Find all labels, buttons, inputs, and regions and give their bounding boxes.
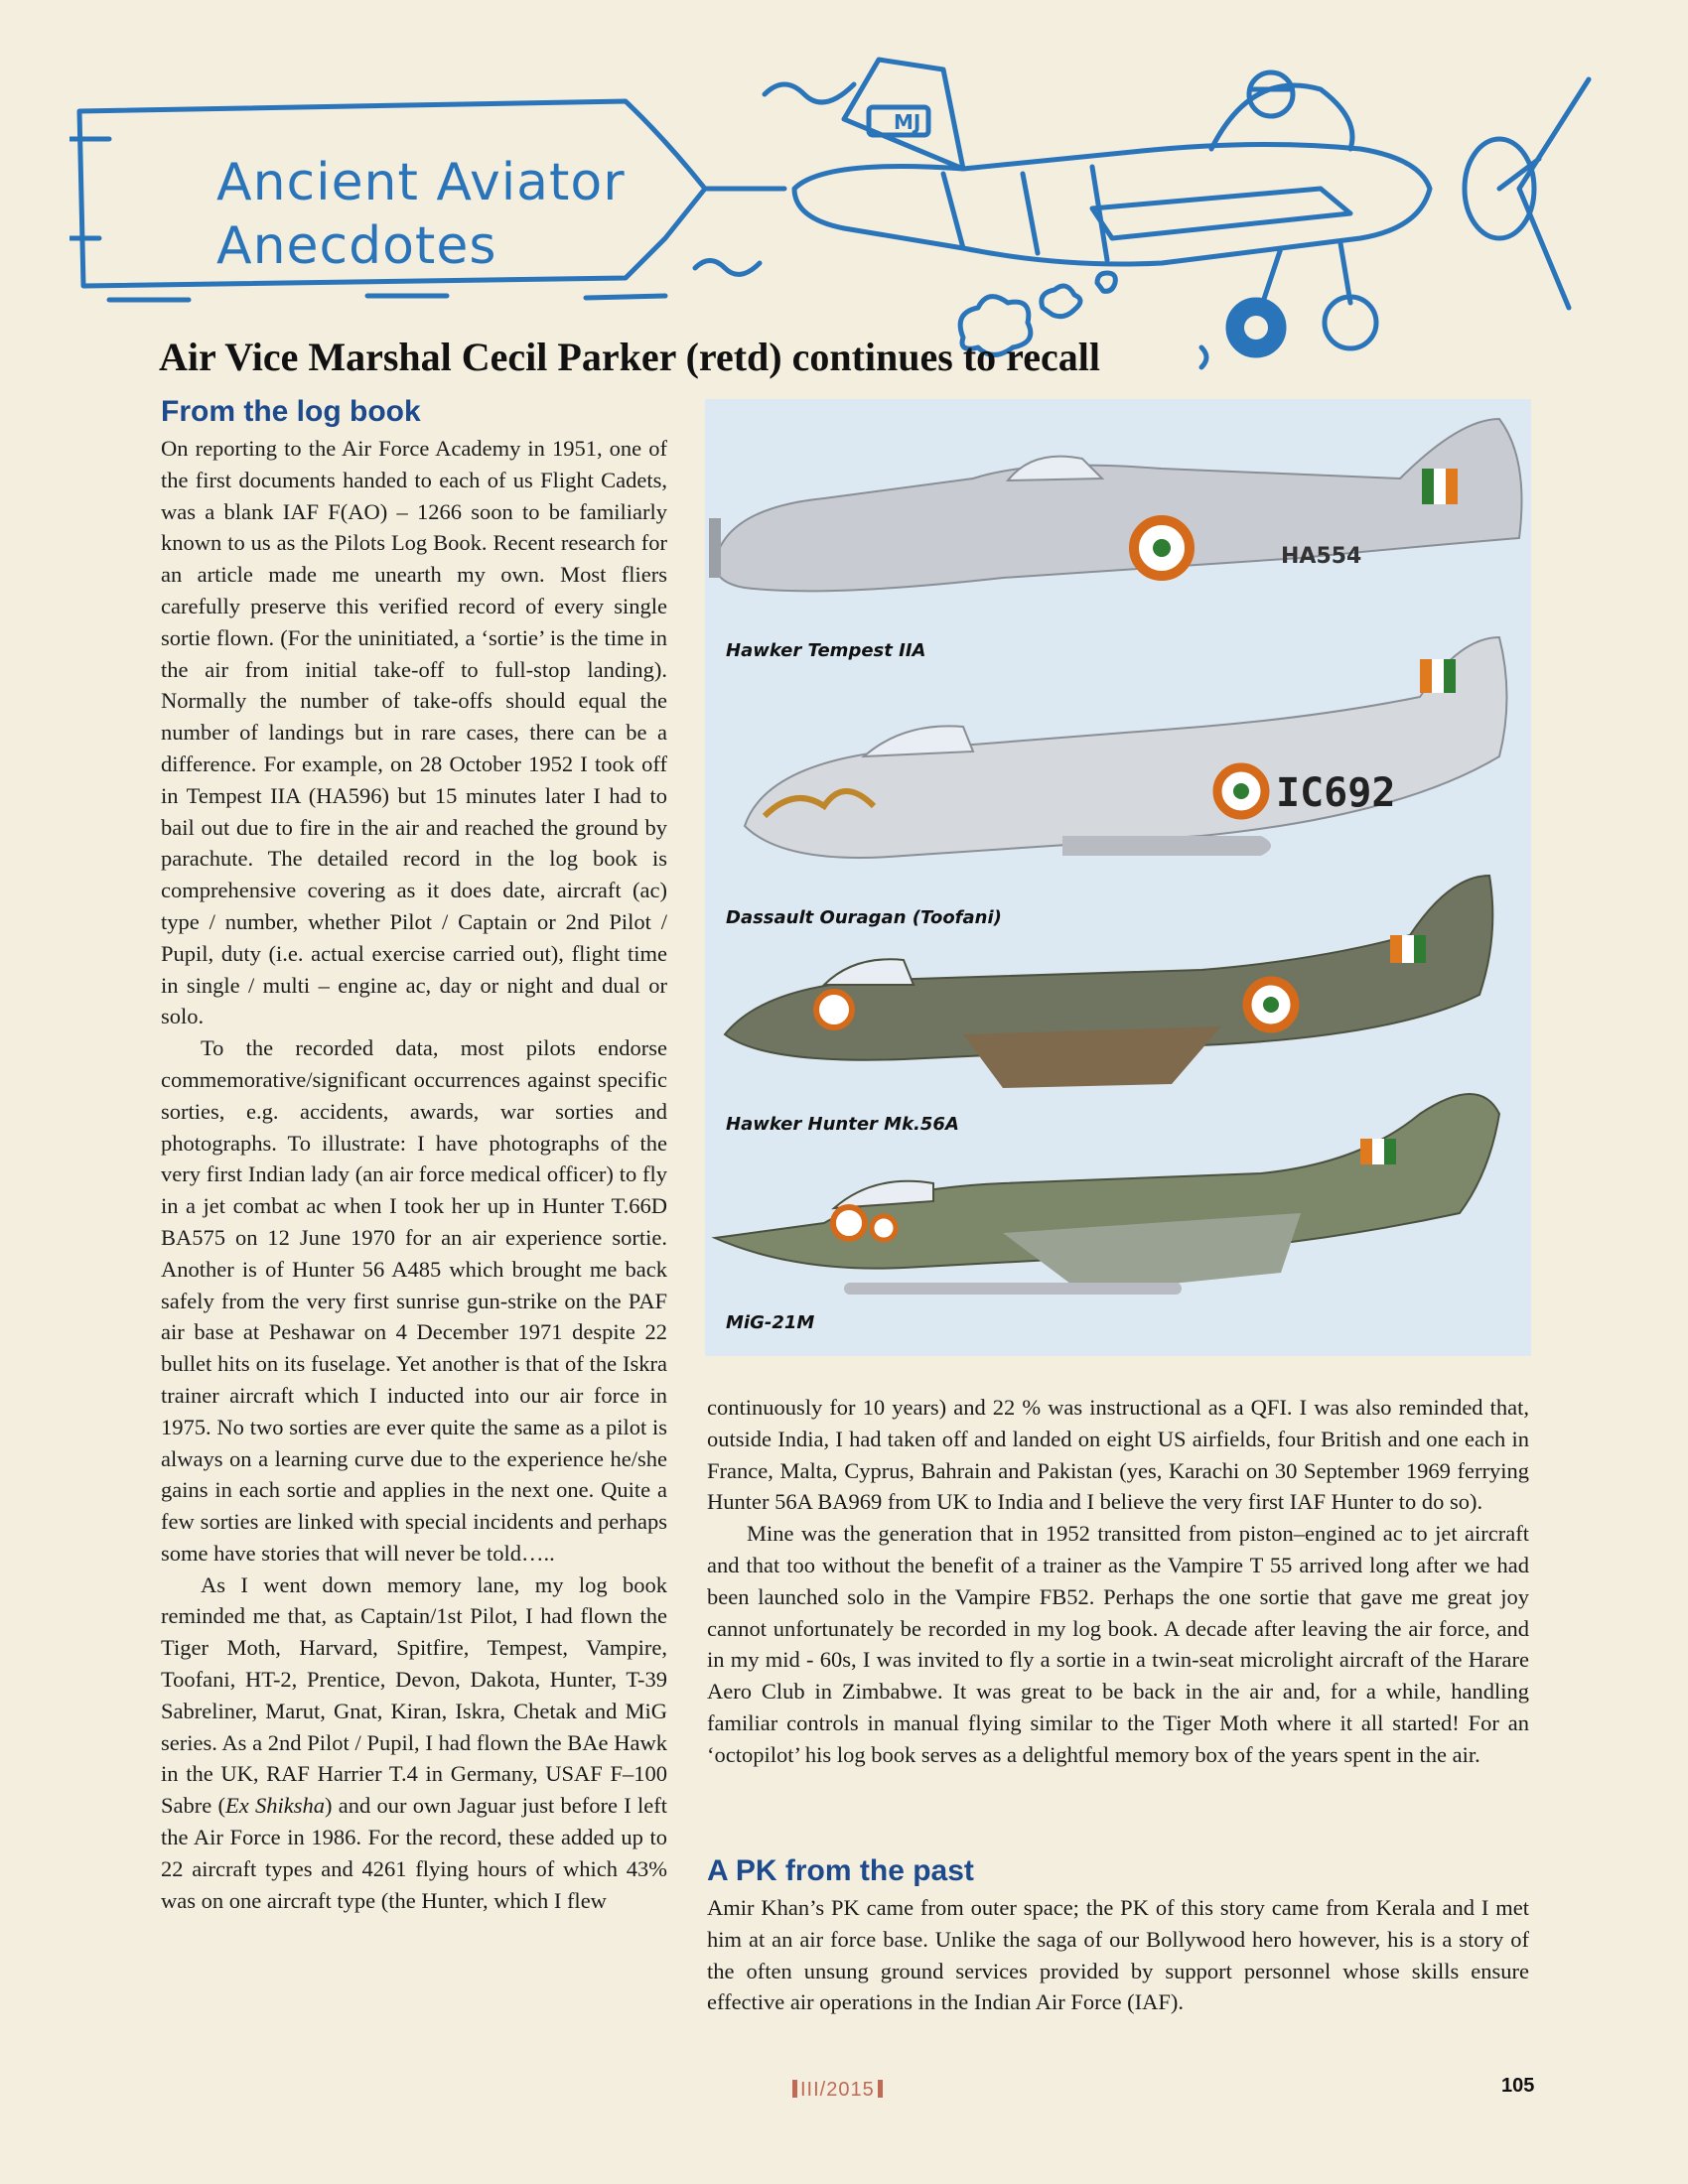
banner-cartoon: [70, 40, 1609, 377]
text-run: ) and our own Jaguar just before I left the Air Force in 1986. For the record, these added up to 22 aircraft types and 4261 flying hours of which 43% was on one aircraft type (the Hunter, which I flew: [161, 1793, 667, 1913]
text-run: As I went down memory lane, my log book reminded me that, as Captain/1st Pilot, I had flown the Tiger Moth, Harvard, Spitfire, Tempest, Vampire, Toofani, HT-2, Prentice, Devon, Dakota, Hunter, T-39 Sabreliner, Marut, Gnat, Kiran, Iskra, Chetak and MiG series. As a 2nd Pilot / Pupil, I had flown the BAe Hawk in the UK, RAF Harrier T.4 in Germany, USAF F–100 Sabre (: [161, 1571, 667, 1819]
pk-column: [707, 1892, 1529, 2018]
serial-label: IC692: [1276, 770, 1396, 816]
banner-title-line2: Anecdotes: [216, 216, 497, 276]
section-heading-pk: A PK from the past: [707, 1854, 974, 1887]
aircraft-figure: [705, 399, 1531, 1356]
article-headline: Air Vice Marshal Cecil Parker (retd) continues to recall: [159, 335, 1100, 379]
banner-title: [216, 151, 626, 278]
left-column: [161, 433, 667, 1916]
issue-text: III/2015: [800, 2079, 875, 2101]
aircraft-caption: Hawker Tempest IIA: [726, 640, 926, 661]
footer-bar: [878, 2080, 883, 2098]
italic-text-run: Ex Shiksha: [225, 1793, 325, 1819]
footer-bar: [792, 2080, 797, 2098]
plane-marking: MJ: [894, 110, 921, 134]
paragraph: Mine was the generation that in 1952 transitted from piston–engined ac to jet aircraft and that too without the benefit of a trainer as the Vampire T 55 arrived long after we had been launched solo in the Vampire FB52. Perhaps the one sortie that gave me great joy cannot unfortunately be recorded in my log book. A decade after leaving the air force, and in my mid - 60s, I was invited to fly a sortie in a twin-seat microlight aircraft of the Harare Aero Club in Zimbabwe. It was great to be back in the air and, for a while, handling familiar controls in manual flying similar to the Tiger Moth where it all started! For an ‘octopilot’ his log book serves as a delightful memory box of the years spent in the air.: [707, 1521, 1529, 1767]
aircraft-caption: MiG-21M: [726, 1312, 815, 1333]
page-number: 105: [1501, 2075, 1535, 2097]
ouragan-illustration: [745, 637, 1507, 858]
banner-title-line1: Ancient Aviator: [216, 153, 626, 212]
paragraph: continuously for 10 years) and 22 % was instructional as a QFI. I was also reminded that, outside India, I had taken off and landed on eight US airfields, four British and one each in France, Malta, Cyprus, Bahrain and Pakistan (yes, Karachi on 30 September 1969 ferrying Hunter 56A BA969 from UK to India and I believe the very first IAF Hunter to do so).: [707, 1395, 1529, 1515]
right-column: [707, 1392, 1529, 1771]
aircraft-caption: Dassault Ouragan (Toofani): [726, 907, 1002, 928]
aircraft-caption: Hawker Hunter Mk.56A: [726, 1114, 959, 1135]
paragraph: [161, 1570, 667, 1917]
aircraft-illustrations: [705, 399, 1531, 1356]
serial-label: HA554: [1281, 544, 1362, 569]
tempest-illustration: [709, 419, 1522, 591]
issue-label: [789, 2079, 886, 2102]
paragraph: Amir Khan’s PK came from outer space; the PK of this story came from Kerala and I met him at an air force base. Unlike the saga of our Bollywood hero however, his is a story of the often unsung ground services provided by support personnel whose skills ensure effective air operations in the Indian Air Force (IAF).: [707, 1895, 1529, 2015]
paragraph: To the recorded data, most pilots endorse commemorative/significant occurrences against specific sorties, e.g. accidents, awards, war sorties and photographs. To illustrate: I have photographs of the very first Indian lady (an air force medical officer) to fly in a jet combat ac when I took her up in Hunter T.66D BA575 on 12 June 1970 for an air experience sortie. Another is of Hunter 56 A485 which brought me back safely from the very first sunrise gun-strike on the PAF air base at Peshawar on 4 December 1971 despite 22 bullet hits on its fuselage. Yet another is that of the Iskra trainer aircraft which I inducted into our air force in 1975. No two sorties are ever quite the same as a pilot is always on a learning curve due to the experience he/she gains in each sortie and applies in the next one. Quite a few sorties are linked with special incidents and perhaps some have stories that will never be told…..: [161, 1035, 667, 1566]
paragraph: On reporting to the Air Force Academy in 1951, one of the first documents handed to each of us Flight Cadets, was a blank IAF F(AO) – 1266 soon to be familiarly known to us as the Pilots Log Book. Recent research for an article made me unearth my own. Most fliers carefully preserve this verified record of every single sortie flown. (For the uninitiated, a ‘sortie’ is the time in the air from initial take-off to full-stop landing). Normally the number of take-offs should equal the number of landings but in rare cases, there can be a difference. For example, on 28 October 1952 I took off in Tempest IIA (HA596) but 15 minutes later I had to bail out due to fire in the air and reached the ground by parachute. The detailed record in the log book is comprehensive covering as it does date, aircraft (ac) type / number, whether Pilot / Captain or 2nd Pilot / Pupil, duty (i.e. actual exercise carried out), flight time in single / multi – engine ac, day or night and dual or solo.: [161, 436, 667, 1029]
section-heading-log-book: From the log book: [161, 395, 421, 428]
